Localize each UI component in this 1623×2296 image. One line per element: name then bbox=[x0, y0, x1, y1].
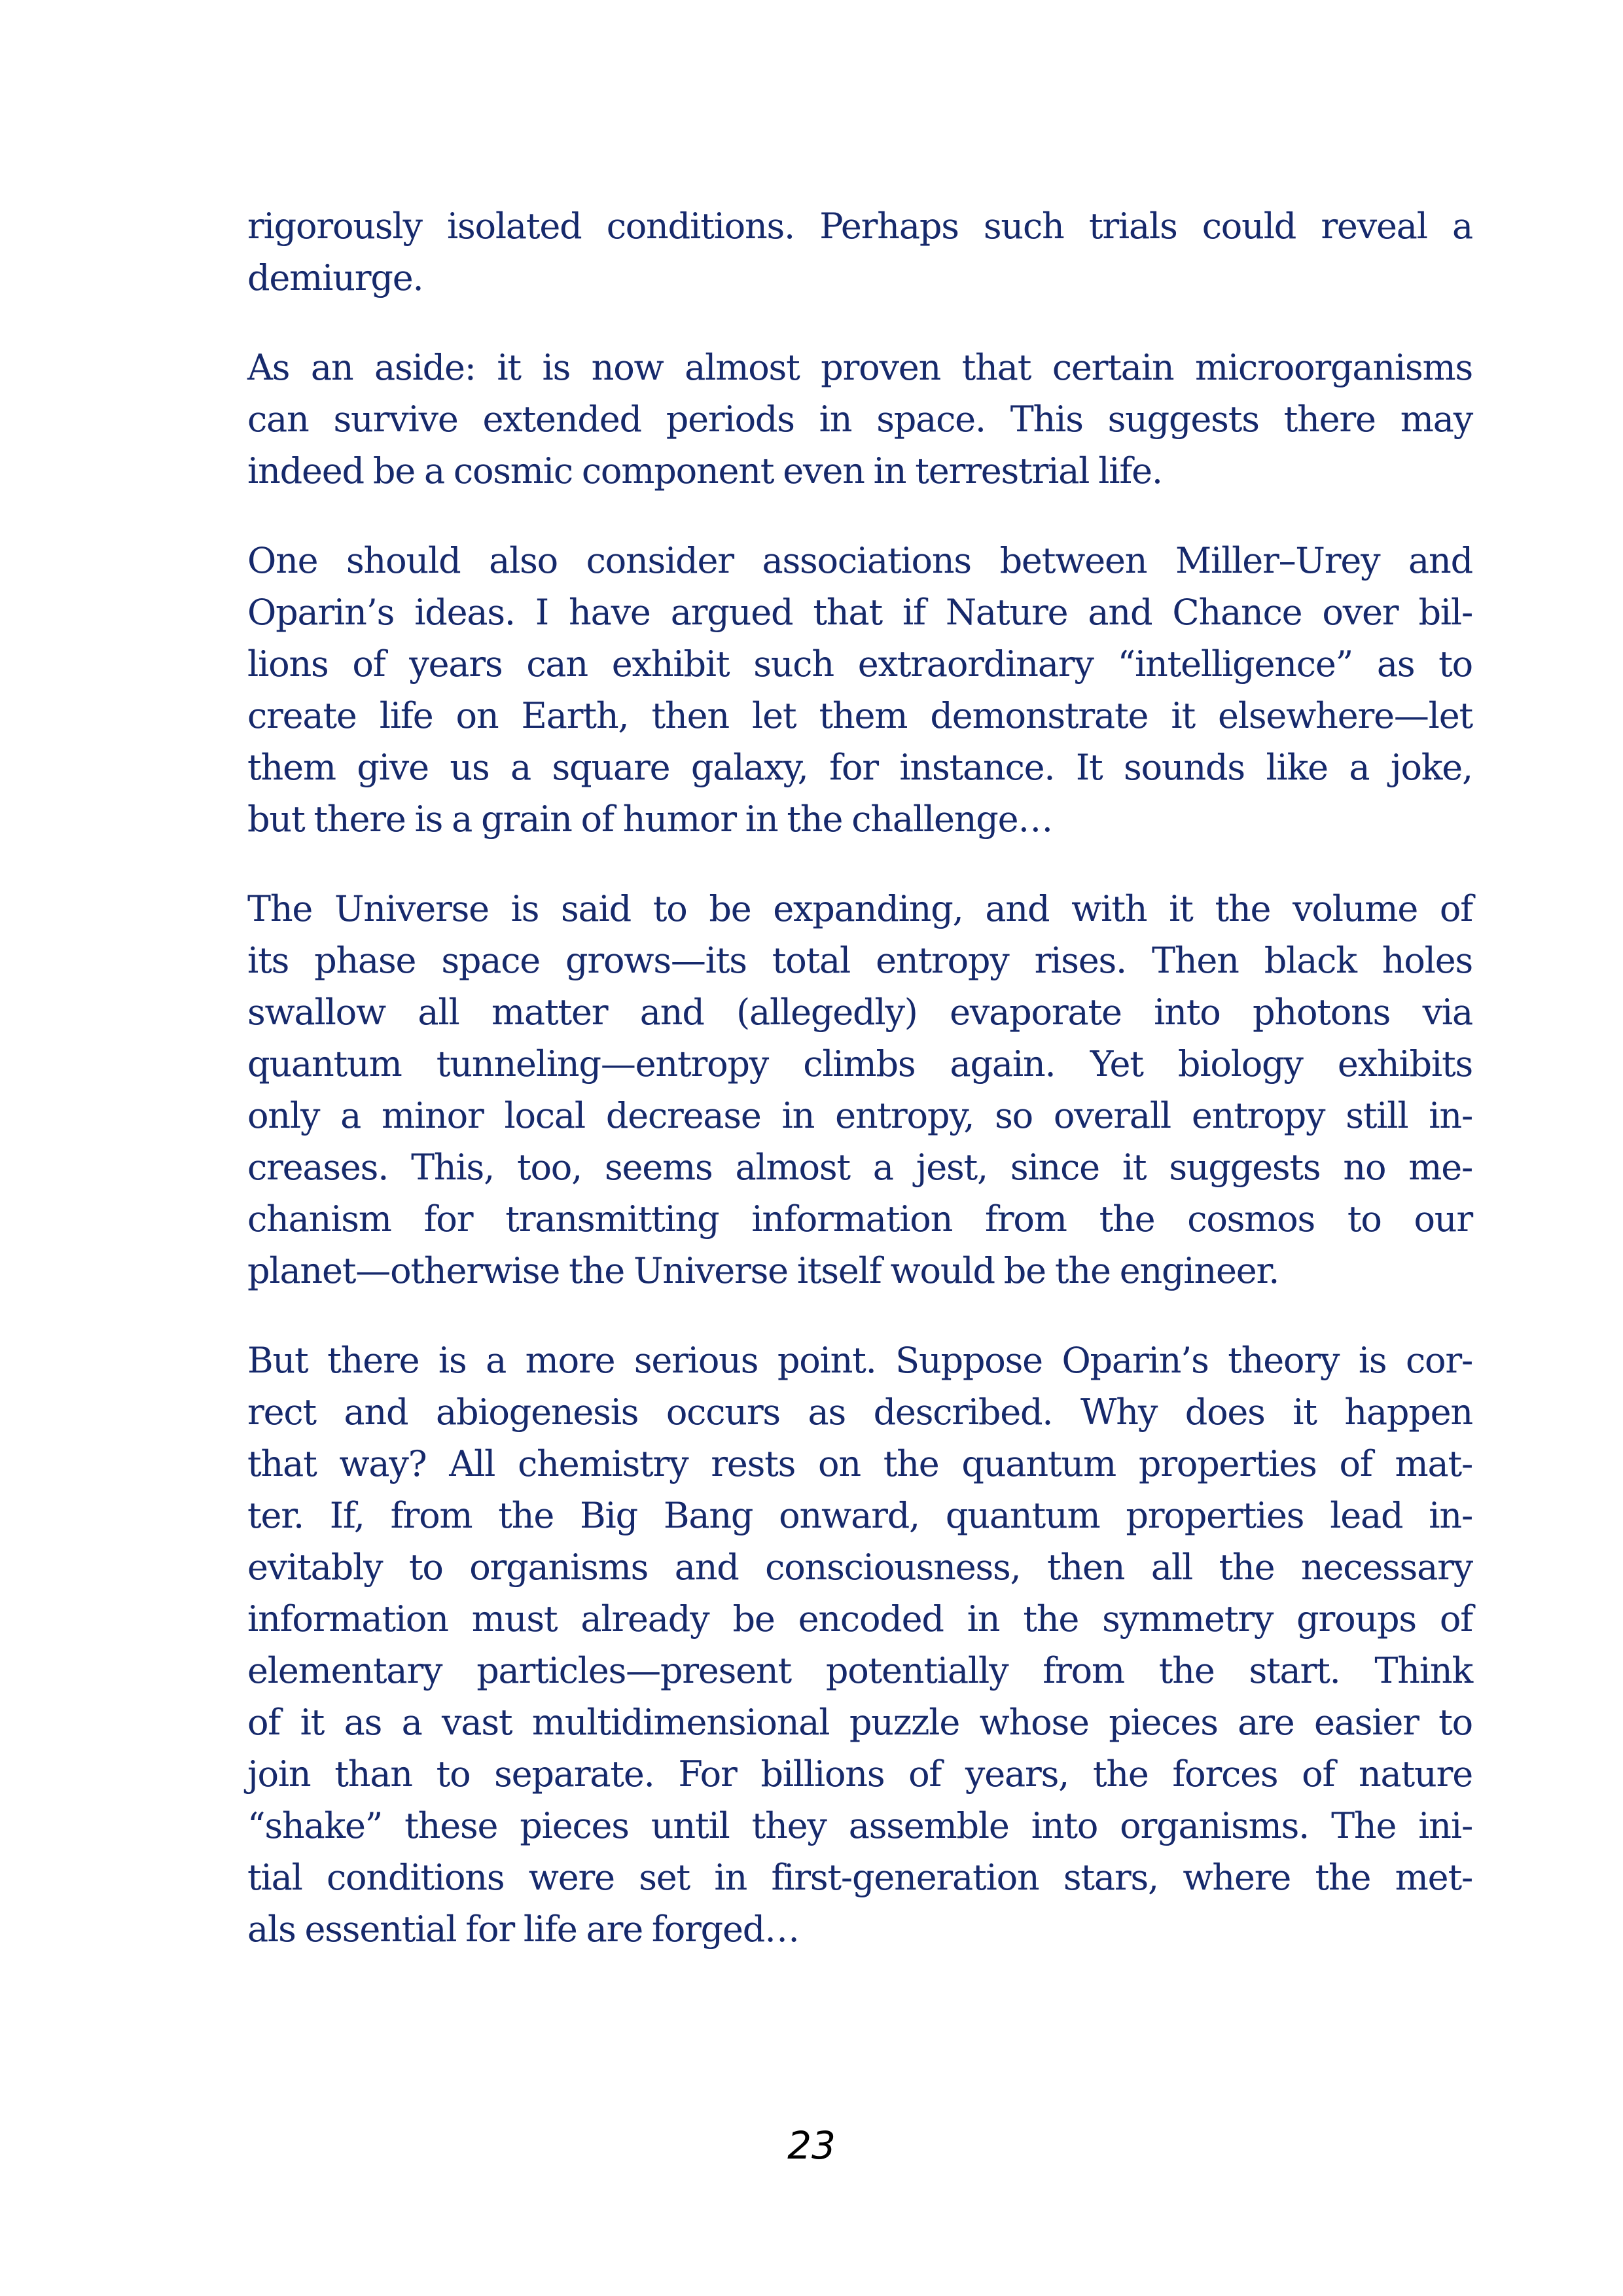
paragraph-2 bbox=[247, 342, 1472, 497]
page-number: 23 bbox=[787, 2123, 836, 2168]
body-text bbox=[247, 200, 1472, 1993]
text-line: information must already be encoded in the symmetry groups of bbox=[247, 1598, 1472, 1640]
text-line: but there is a grain of humor in the challenge… bbox=[247, 798, 1053, 840]
text-line: But there is a more serious point. Suppose Oparin’s theory is cor- bbox=[247, 1340, 1472, 1381]
text-line: of it as a vast multidimensional puzzle whose pieces are easier to bbox=[247, 1702, 1472, 1743]
text-line: The Universe is said to be expanding, and with it the volume of bbox=[247, 888, 1472, 929]
text-line: only a minor local decrease in entropy, so overall entropy still in- bbox=[247, 1095, 1472, 1136]
text-line: “shake” these pieces until they assemble into organisms. The ini- bbox=[247, 1805, 1472, 1846]
text-line: lions of years can exhibit such extraordinary “intelligence” as to bbox=[247, 643, 1472, 685]
text-line: swallow all matter and (allegedly) evaporate into photons via bbox=[247, 992, 1472, 1033]
text-line: quantum tunneling—entropy climbs again. Yet biology exhibits bbox=[247, 1043, 1472, 1085]
text-line: indeed be a cosmic component even in terrestrial life. bbox=[247, 450, 1162, 492]
text-line: chanism for transmitting information from the cosmos to our bbox=[247, 1198, 1472, 1240]
text-line: ter. If, from the Big Bang onward, quantum properties lead in- bbox=[247, 1495, 1472, 1536]
text-line: Oparin’s ideas. I have argued that if Nature and Chance over bil- bbox=[247, 592, 1472, 633]
paragraph-1 bbox=[247, 200, 1472, 304]
text-line: rigorously isolated conditions. Perhaps such trials could reveal a bbox=[247, 206, 1472, 247]
text-line: its phase space grows—its total entropy rises. Then black holes bbox=[247, 940, 1472, 981]
text-line: evitably to organisms and consciousness, then all the necessary bbox=[247, 1547, 1472, 1588]
paragraph-4 bbox=[247, 883, 1472, 1297]
text-line: planet—otherwise the Universe itself would be the engineer. bbox=[247, 1250, 1279, 1291]
text-line: them give us a square galaxy, for instance. It sounds like a joke, bbox=[247, 747, 1472, 788]
text-line: creases. This, too, seems almost a jest, since it suggests no me- bbox=[247, 1147, 1472, 1188]
text-line: that way? All chemistry rests on the quantum properties of mat- bbox=[247, 1443, 1472, 1484]
text-line: als essential for life are forged… bbox=[247, 1909, 799, 1950]
text-line: join than to separate. For billions of years, the forces of nature bbox=[247, 1753, 1472, 1795]
text-line: create life on Earth, then let them demonstrate it elsewhere—let bbox=[247, 695, 1472, 736]
text-line: can survive extended periods in space. This suggests there may bbox=[247, 399, 1472, 440]
text-line: One should also consider associations between Miller–Urey and bbox=[247, 540, 1472, 581]
paragraph-5 bbox=[247, 1335, 1472, 1955]
text-line: tial conditions were set in first-generation stars, where the met- bbox=[247, 1857, 1472, 1898]
text-line: demiurge. bbox=[247, 257, 423, 298]
text-line: As an aside: it is now almost proven that certain microorganisms bbox=[247, 347, 1472, 388]
text-line: rect and abiogenesis occurs as described. Why does it happen bbox=[247, 1391, 1472, 1433]
text-line: elementary particles—present potentially from the start. Think bbox=[247, 1650, 1472, 1691]
paragraph-3 bbox=[247, 535, 1472, 845]
